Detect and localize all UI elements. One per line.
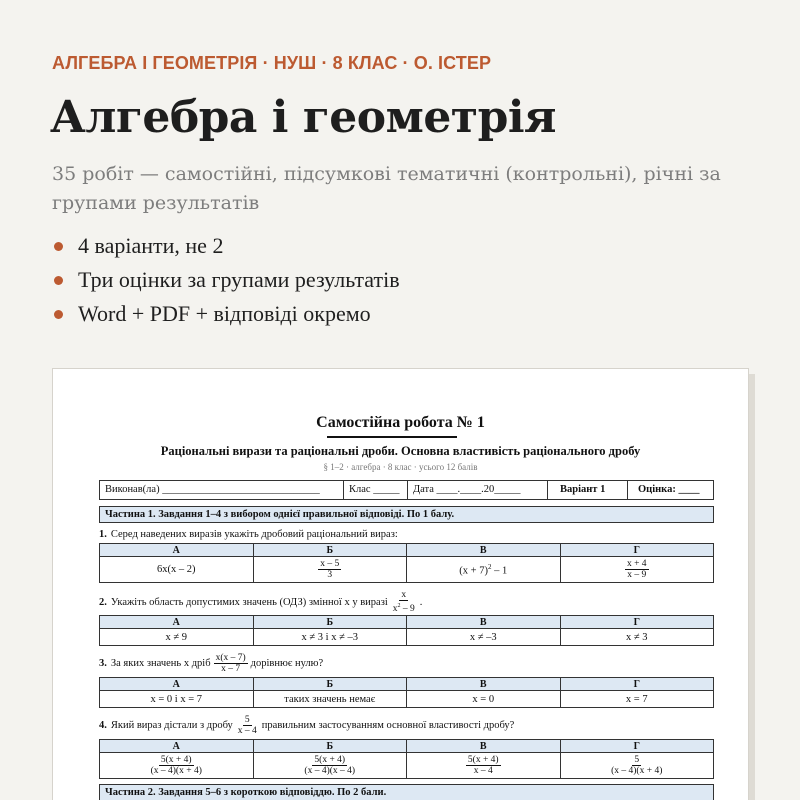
option-letter: Г <box>560 616 714 629</box>
answer-table-q4 <box>99 739 714 779</box>
option-letter: Б <box>253 740 407 753</box>
question-text-end: правильним застосуванням основної властивості дробу? <box>261 719 515 731</box>
feature-item <box>52 266 400 300</box>
page-title: Алгебра і геометрія <box>50 92 557 143</box>
option-a: x ≠ 9 <box>100 629 254 646</box>
title-underline <box>327 436 457 438</box>
option-letter: В <box>407 740 561 753</box>
worksheet-preview <box>52 368 749 800</box>
worksheet-title: Самостійна робота № 1 <box>316 414 485 431</box>
option-c: x ≠ –3 <box>407 629 561 646</box>
option-letter: Б <box>253 678 407 691</box>
bullet-dot-icon <box>54 310 63 319</box>
feature-text: Word + PDF + відповіді окремо <box>78 301 371 326</box>
question-4 <box>99 713 514 737</box>
question-fraction: $\frac{x(x - 7)}{x - 7}$ <box>215 652 246 674</box>
option-d: x ≠ 3 <box>560 629 714 646</box>
option-letter: В <box>407 616 561 629</box>
option-letter: А <box>100 740 254 753</box>
option-letter: В <box>407 678 561 691</box>
page-subtitle: 35 робіт — самостійні, підсумкові тематичні (контрольні), річні за групами результатів <box>52 163 721 214</box>
question-number: 2. <box>99 596 107 608</box>
question-2: 2. Укажіть область допустимих значень (ОДЗ) змінної x у виразі $\frac{x}{x^2 - 9}$ . <box>99 589 423 615</box>
question-text: За яких значень x дріб <box>110 657 211 669</box>
series-kicker: АЛГЕБРА І ГЕОМЕТРІЯ · НУШ · 8 КЛАС · О. ІСТЕР <box>52 53 492 73</box>
option-c: $\frac{5(x + 4)}{x - 4}$ <box>407 753 561 779</box>
bullet-dot-icon <box>54 242 63 251</box>
grade-field: Оцінка: ____ <box>638 484 700 495</box>
answer-table-q1 <box>99 543 714 583</box>
bullet-dot-icon <box>54 276 63 285</box>
option-letter: Г <box>560 740 714 753</box>
option-letter: Б <box>253 616 407 629</box>
option-d: $\frac{5}{(x - 4)(x + 4)}$ <box>560 753 714 779</box>
date-field: Дата ____.____.20_____ <box>408 481 548 499</box>
option-letter: А <box>100 544 254 557</box>
option-d: x = 7 <box>560 691 714 708</box>
feature-list <box>52 232 400 334</box>
option-a: x = 0 і x = 7 <box>100 691 254 708</box>
option-letter: Б <box>253 544 407 557</box>
worksheet-topic: Раціональні вирази та раціональні дроби. Основна властивість раціонального дробу <box>160 444 641 458</box>
class-field: Клас _____ <box>344 481 408 499</box>
option-b: таких значень немає <box>253 691 407 708</box>
option-letter: А <box>100 616 254 629</box>
feature-text: 4 варіанти, не 2 <box>78 233 224 258</box>
question-text: Який вираз дістали з дробу <box>110 719 233 731</box>
part1-header: Частина 1. Завдання 1–4 з вибором однієї правильної відповіді. По 1 балу. <box>99 506 714 523</box>
feature-item <box>52 300 400 334</box>
question-number: 1. <box>99 528 107 540</box>
question-fraction: $\frac{x}{x^2 - 9}$ <box>392 589 415 615</box>
option-c: x = 0 <box>407 691 561 708</box>
feature-item <box>52 232 400 266</box>
option-letter: В <box>407 544 561 557</box>
option-b: $\frac{x - 5}{3}$ <box>253 557 407 583</box>
question-text-end: дорівнює нулю? <box>250 657 324 669</box>
option-letter: А <box>100 678 254 691</box>
option-letter: Г <box>560 544 714 557</box>
feature-text: Три оцінки за групами результатів <box>78 267 400 292</box>
question-number: 3. <box>99 657 107 669</box>
name-field: Виконав(ла) ______________________________ <box>100 481 344 499</box>
question-text: Серед наведених виразів укажіть дробовий раціональний вираз: <box>110 528 398 540</box>
question-1 <box>99 526 398 542</box>
option-b: $\frac{5(x + 4)}{(x - 4)(x - 4)}$ <box>253 753 407 779</box>
option-c: $(x + 7)^2 - 1$ <box>407 557 561 583</box>
answer-table-q2 <box>99 615 714 646</box>
question-fraction: $\frac{5}{x - 4}$ <box>237 714 257 736</box>
option-a: $\frac{5(x + 4)}{(x - 4)(x + 4)}$ <box>100 753 254 779</box>
variant-label: Варіант 1 <box>548 481 628 499</box>
question-3 <box>99 651 323 675</box>
question-number: 4. <box>99 719 107 731</box>
option-d: $\frac{x + 4}{x - 9}$ <box>560 557 714 583</box>
worksheet-meta: § 1–2 · алгебра · 8 клас · усього 12 балів <box>323 462 478 472</box>
option-b: x ≠ 3 і x ≠ –3 <box>253 629 407 646</box>
option-letter: Г <box>560 678 714 691</box>
question-text: Укажіть область допустимих значень (ОДЗ) змінної x у виразі <box>110 596 388 608</box>
student-info-row <box>99 480 714 500</box>
part2-header: Частина 2. Завдання 5–6 з короткою відповіддю. По 2 бали. <box>99 784 714 800</box>
answer-table-q3 <box>99 677 714 708</box>
option-a: 6x(x – 2) <box>100 557 254 583</box>
